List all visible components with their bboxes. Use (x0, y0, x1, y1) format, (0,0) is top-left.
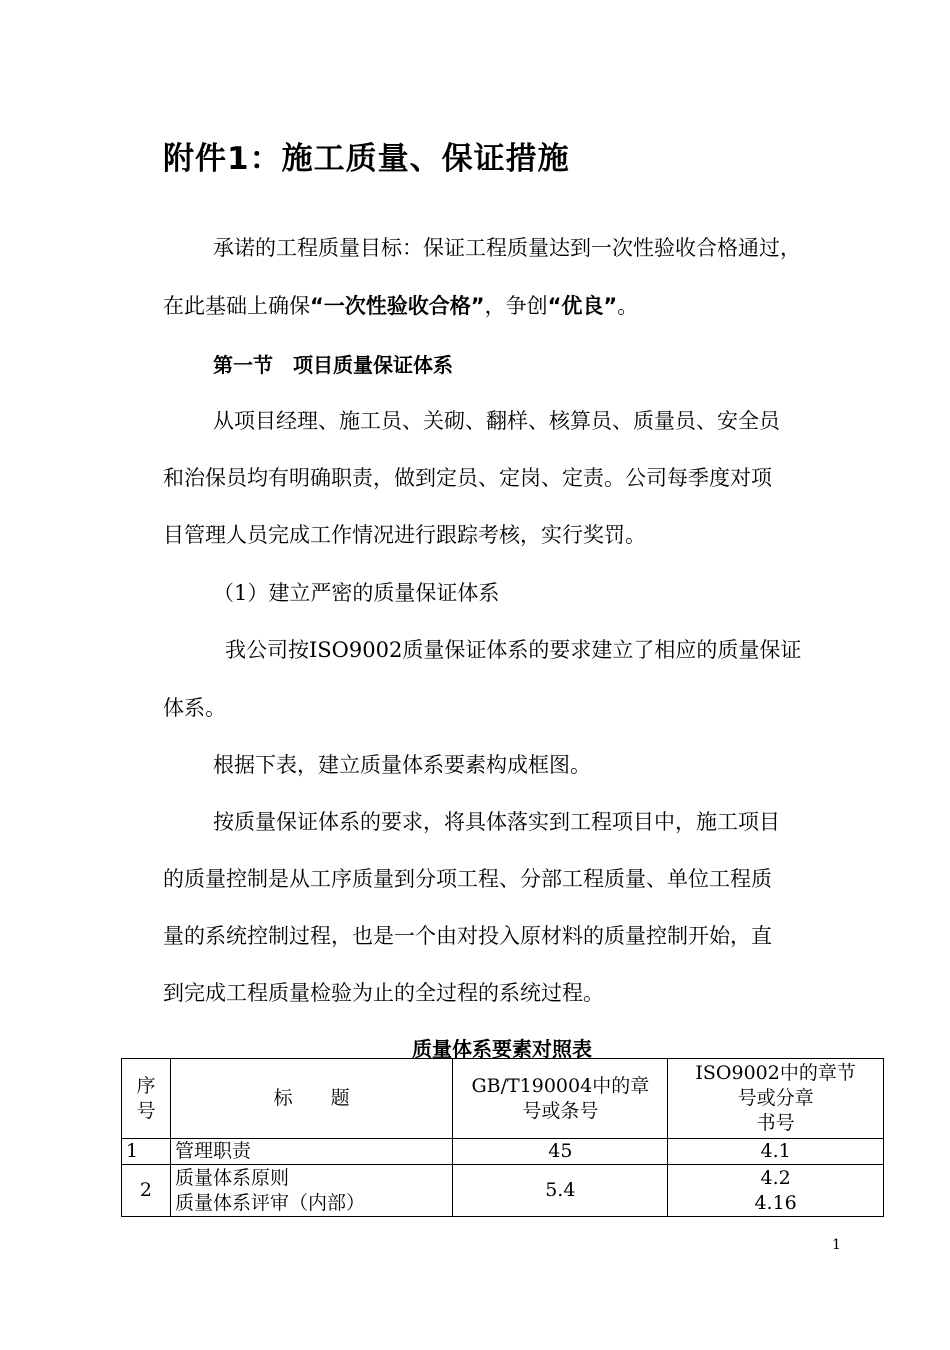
subheading-1: （1）建立严密的质量保证体系 (213, 581, 500, 605)
paragraph-4-line-1: 按质量保证体系的要求，将具体落实到工程项目中，施工项目 (213, 810, 780, 834)
goal-text-a: 在此基础上确保 (163, 294, 310, 318)
header-serial-line-1: 序 (136, 1074, 156, 1097)
cell-title (170, 1165, 453, 1217)
paragraph-4-line-3: 量的系统控制过程，也是一个由对投入原材料的质量控制开始，直 (163, 924, 772, 948)
table-row (122, 1165, 884, 1217)
header-gb (453, 1059, 668, 1139)
cell-iso-line-2: 4.16 (754, 1191, 797, 1214)
table-row (122, 1139, 884, 1165)
paragraph-3-line-1: 根据下表，建立质量体系要素构成框图。 (213, 753, 591, 777)
cell-serial: 1 (122, 1139, 171, 1165)
header-title: 标 题 (170, 1059, 453, 1139)
cell-title-line-2: 质量体系评审（内部） (174, 1191, 365, 1214)
cell-iso (668, 1165, 884, 1217)
cell-gb: 45 (453, 1139, 668, 1165)
paragraph-2-line-2: 体系。 (163, 696, 226, 720)
cell-iso-line-1: 4.2 (760, 1166, 791, 1189)
header-gb-line-2: 号或条号 (522, 1099, 599, 1122)
paragraph-1-line-1: 从项目经理、施工员、关砌、翻样、核算员、质量员、安全员 (213, 409, 780, 433)
cell-iso: 4.1 (668, 1139, 884, 1165)
paragraph-2-line-1: 我公司按ISO9002质量保证体系的要求建立了相应的质量保证 (225, 638, 802, 662)
cell-title: 管理职责 (170, 1139, 453, 1165)
table-header-row (122, 1059, 884, 1139)
cell-title-line-1: 质量体系原则 (174, 1166, 289, 1189)
section-title: 第一节 项目质量保证体系 (213, 353, 453, 377)
goal-text-c: ，争创 (484, 294, 548, 318)
goal-line-1: 承诺的工程质量目标：保证工程质量达到一次性验收合格通过， (213, 236, 801, 260)
goal-line-2 (163, 290, 638, 320)
quality-elements-table (121, 1058, 884, 1217)
goal-emphasis-2: “优良” (547, 294, 618, 318)
header-gb-line-1: GB/T190004中的章 (471, 1074, 650, 1097)
header-iso-line-1: ISO9002中的章节 (695, 1062, 856, 1084)
cell-gb: 5.4 (453, 1165, 668, 1217)
header-iso-line-3: 书号 (756, 1112, 795, 1134)
cell-serial: 2 (122, 1165, 171, 1217)
header-serial (122, 1059, 171, 1139)
paragraph-4-line-2: 的质量控制是从工序质量到分项工程、分部工程质量、单位工程质 (163, 867, 772, 891)
paragraph-1-line-2: 和治保员均有明确职责，做到定员、定岗、定责。公司每季度对项 (163, 466, 772, 490)
header-iso-line-2: 号或分章 (737, 1087, 814, 1109)
header-iso (668, 1059, 884, 1139)
paragraph-1-line-3: 目管理人员完成工作情况进行跟踪考核，实行奖罚。 (163, 523, 646, 547)
page-number: 1 (832, 1237, 841, 1253)
paragraph-4-line-4: 到完成工程质量检验为止的全过程的系统过程。 (163, 981, 604, 1005)
table-caption: 质量体系要素对照表 (412, 1037, 592, 1061)
header-serial-line-2: 号 (136, 1099, 156, 1122)
goal-text-e: 。 (617, 294, 639, 318)
goal-emphasis-1: “一次性验收合格” (310, 294, 485, 318)
page-title: 附件1：施工质量、保证措施 (163, 141, 570, 177)
